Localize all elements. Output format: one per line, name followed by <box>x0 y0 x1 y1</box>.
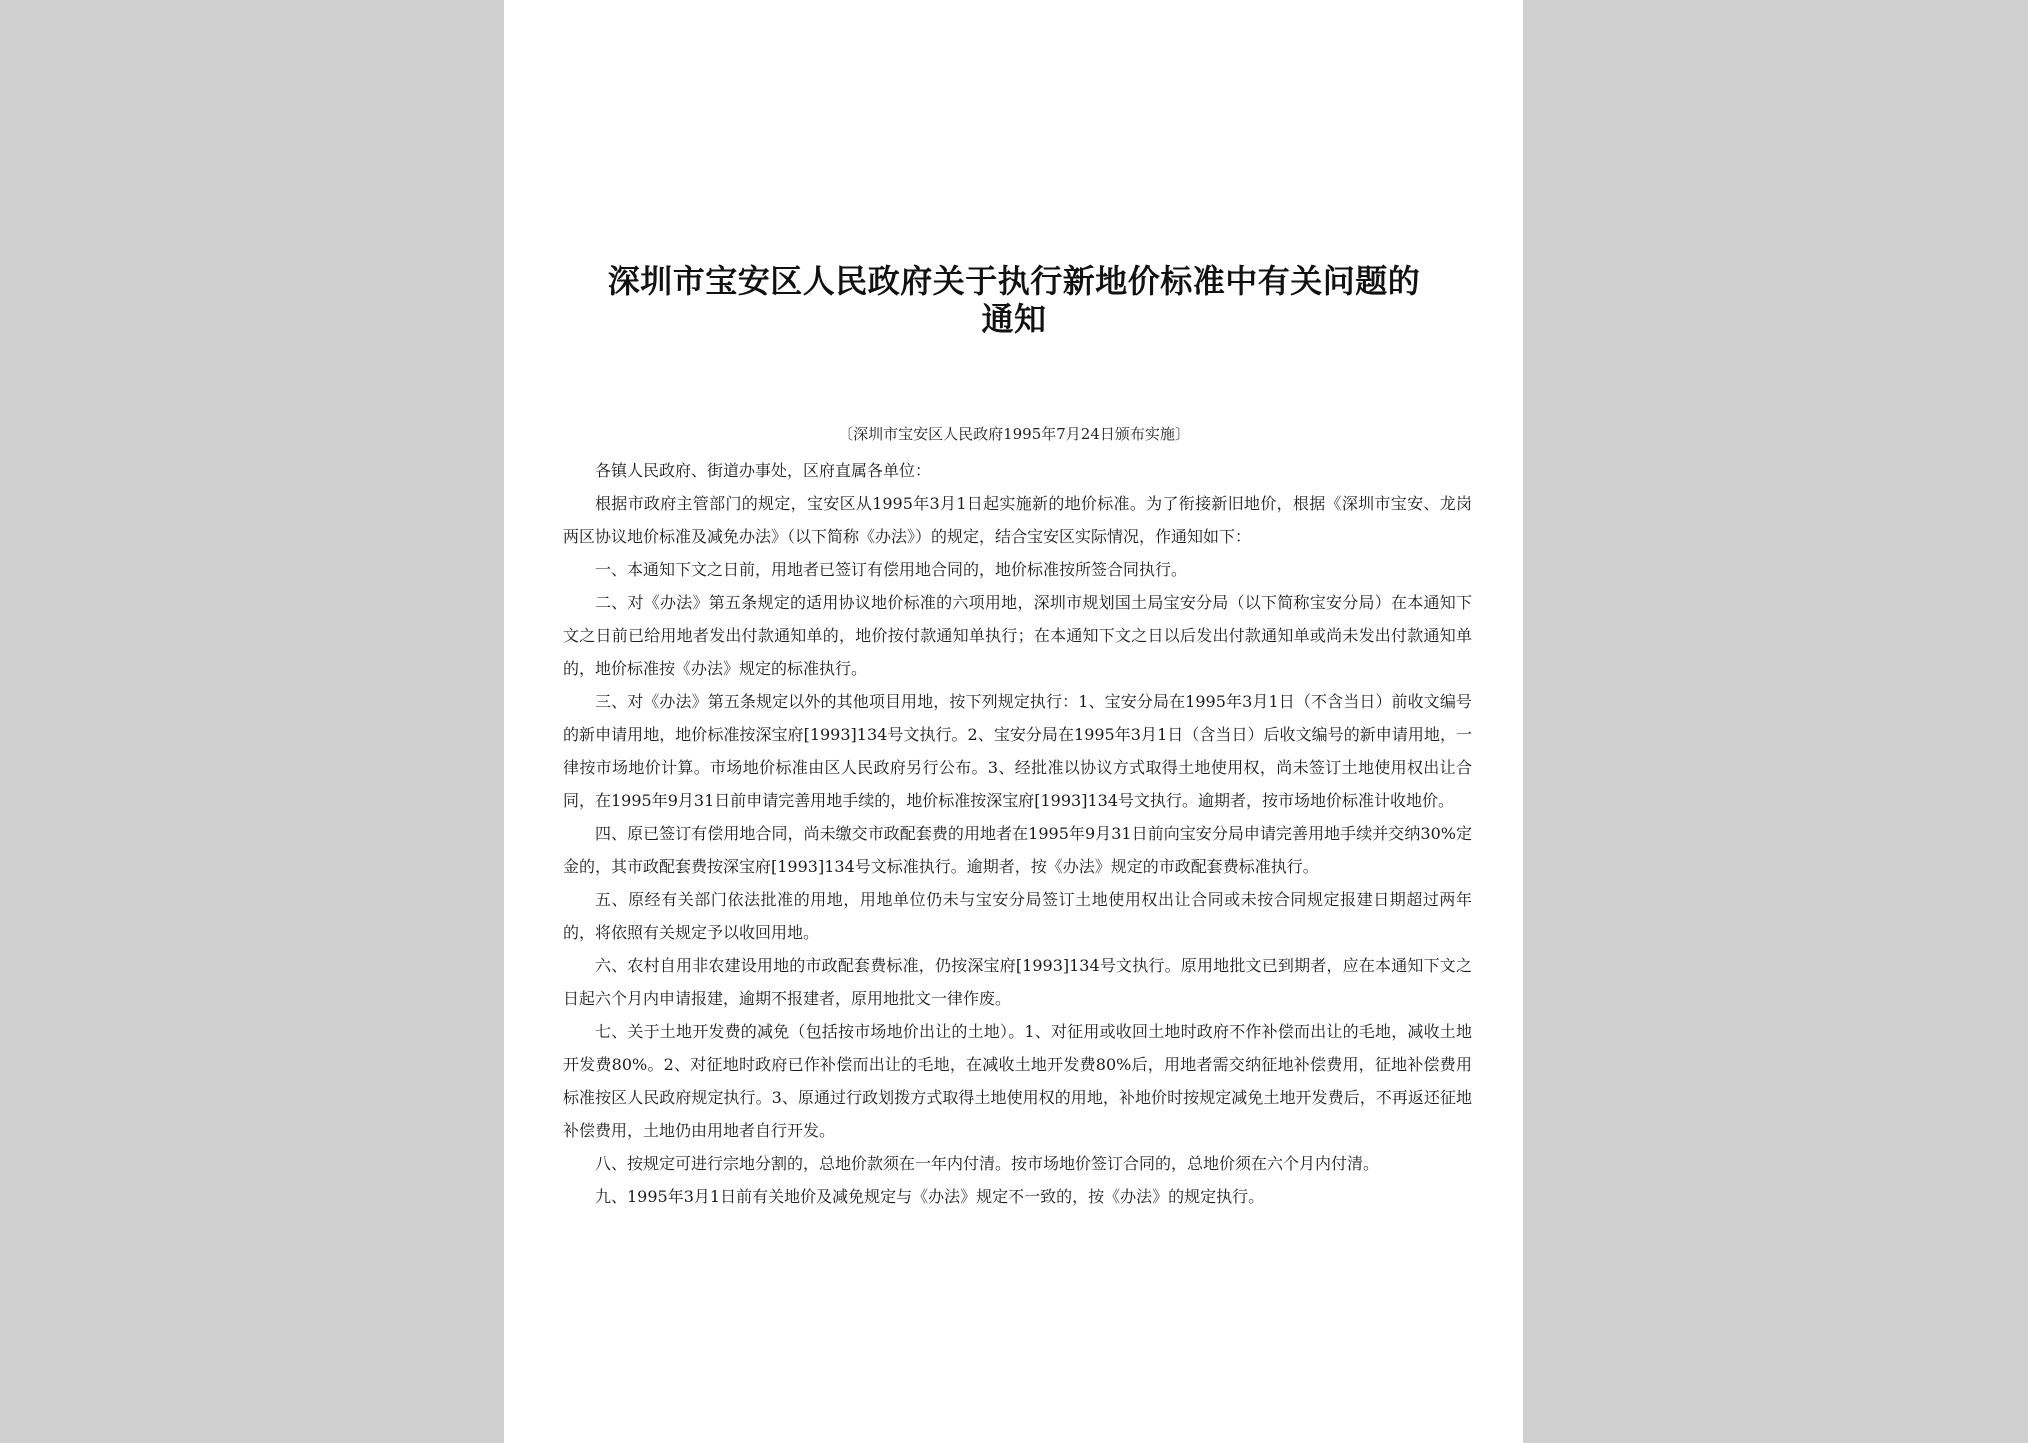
paragraph-item-8: 八、按规定可进行宗地分割的，总地价款须在一年内付清。按市场地价签订合同的，总地价须在六个月内付清。 <box>595 1154 1380 1173</box>
document-page <box>504 0 1523 1443</box>
paragraph-item-5: 五、原经有关部门依法批准的用地，用地单位仍未与宝安分局签订土地使用权出让合同或未按合同规定报建日期超过两年的，将依照有关规定予以收回用地。 <box>563 890 1472 942</box>
paragraph-item-7: 七、关于土地开发费的减免（包括按市场地价出让的土地）。1、对征用或收回土地时政府不作补偿而出让的毛地，减收土地开发费80%。2、对征地时政府已作补偿而出让的毛地，在减收土地开发费80%后，用地者需交纳征地补偿费用，征地补偿费用标准按区人民政府规定执行。3、原通过行政划拨方式取得土地使用权的用地，补地价时按规定减免土地开发费后，不再返还征地补偿费用，土地仍由用地者自行开发。 <box>563 1022 1472 1140</box>
document-title: 深圳市宝安区人民政府关于执行新地价标准中有关问题的通知 <box>607 262 1421 338</box>
paragraph-intro: 根据市政府主管部门的规定，宝安区从1995年3月1日起实施新的地价标准。为了衔接新旧地价，根据《深圳市宝安、龙岗两区协议地价标准及减免办法》（以下简称《办法》）的规定，结合宝安区实际情况，作通知如下： <box>563 494 1472 546</box>
paragraph-item-6: 六、农村自用非农建设用地的市政配套费标准，仍按深宝府[1993]134号文执行。原用地批文已到期者，应在本通知下文之日起六个月内申请报建，逾期不报建者，原用地批文一律作废。 <box>563 956 1472 1008</box>
issuance-note: 〔深圳市宝安区人民政府1995年7月24日颁布实施〕 <box>838 425 1190 443</box>
paragraph-item-3: 三、对《办法》第五条规定以外的其他项目用地，按下列规定执行：1、宝安分局在1995年3月1日（不含当日）前收文编号的新申请用地，地价标准按深宝府[1993]134号文执行。2、宝安分局在1995年3月1日（含当日）后收文编号的新申请用地，一律按市场地价计算。市场地价标准由区人民政府另行公布。3、经批准以协议方式取得土地使用权，尚未签订土地使用权出让合同，在1995年9月31日前申请完善用地手续的，地价标准按深宝府[1993]134号文执行。逾期者，按市场地价标准计收地价。 <box>563 692 1472 810</box>
paragraph-item-2: 二、对《办法》第五条规定的适用协议地价标准的六项用地，深圳市规划国土局宝安分局（以下简称宝安分局）在本通知下文之日前已给用地者发出付款通知单的，地价按付款通知单执行；在本通知下文之日以后发出付款通知单或尚未发出付款通知单的，地价标准按《办法》规定的标准执行。 <box>563 593 1472 678</box>
paragraph-addressee: 各镇人民政府、街道办事处，区府直属各单位： <box>595 461 932 480</box>
document-body <box>563 454 1472 1213</box>
paragraph-item-1: 一、本通知下文之日前，用地者已签订有偿用地合同的，地价标准按所签合同执行。 <box>595 560 1188 579</box>
paragraph-item-4: 四、原已签订有偿用地合同，尚未缴交市政配套费的用地者在1995年9月31日前向宝安分局申请完善用地手续并交纳30%定金的，其市政配套费按深宝府[1993]134号文标准执行。逾期者，按《办法》规定的市政配套费标准执行。 <box>563 824 1472 876</box>
paragraph-item-9: 九、1995年3月1日前有关地价及减免规定与《办法》规定不一致的，按《办法》的规定执行。 <box>595 1187 1265 1206</box>
